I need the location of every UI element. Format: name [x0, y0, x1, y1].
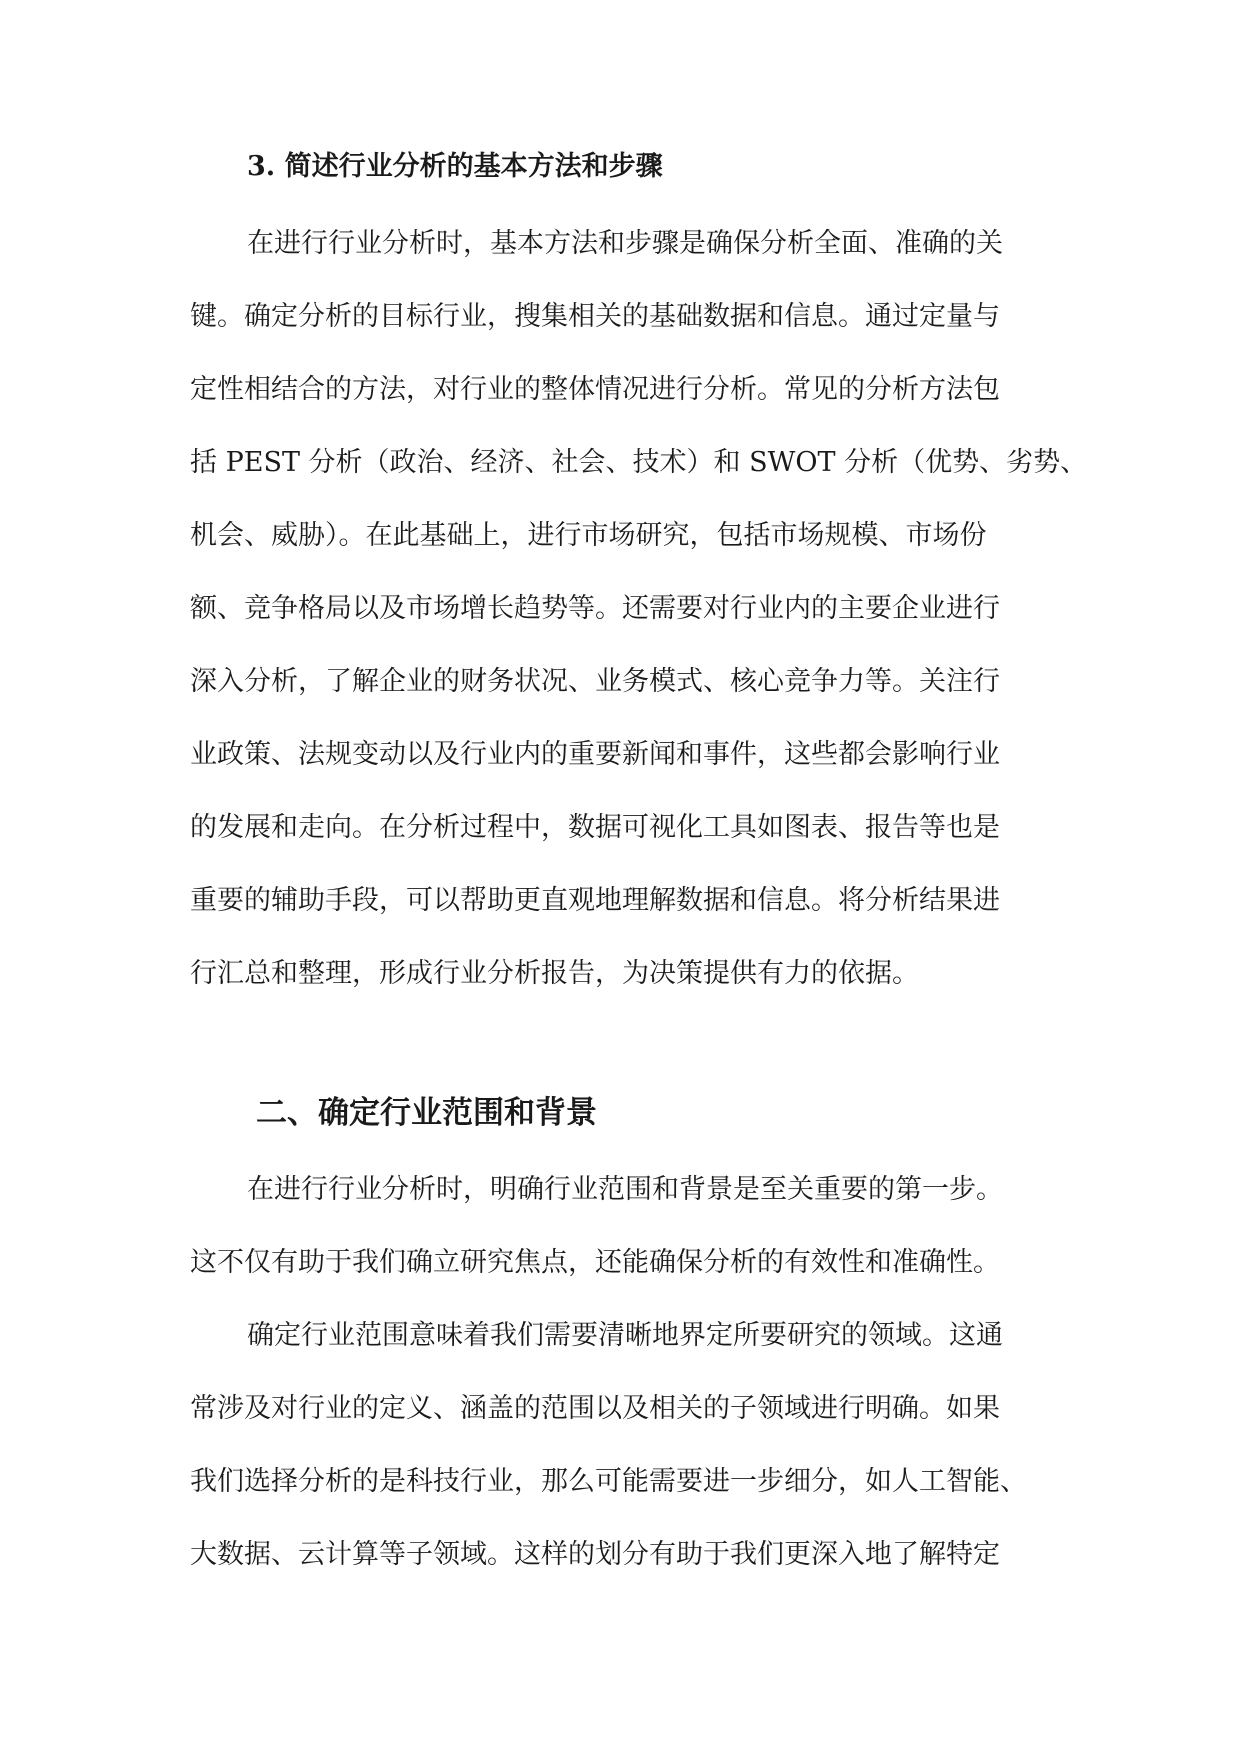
subheading-methods-steps: 3. 简述行业分析的基本方法和步骤 [247, 151, 663, 182]
paragraph-line: 深入分析，了解企业的财务状况、业务模式、核心竞争力等。关注行 [190, 666, 1000, 697]
paragraph-line: 在进行行业分析时，基本方法和步骤是确保分析全面、准确的关 [247, 228, 1003, 259]
paragraph-line: 括 PEST 分析（政治、经济、社会、技术）和 SWOT 分析（优势、劣势、 [190, 447, 1088, 478]
paragraph-line: 确定行业范围意味着我们需要清晰地界定所要研究的领域。这通 [247, 1320, 1003, 1351]
paragraph-line: 常涉及对行业的定义、涵盖的范围以及相关的子领域进行明确。如果 [190, 1393, 1000, 1424]
paragraph-line: 的发展和走向。在分析过程中，数据可视化工具如图表、报告等也是 [190, 812, 1000, 843]
paragraph-line: 额、竞争格局以及市场增长趋势等。还需要对行业内的主要企业进行 [190, 593, 1000, 624]
paragraph-line: 在进行行业分析时，明确行业范围和背景是至关重要的第一步。 [247, 1174, 1003, 1205]
paragraph-line: 行汇总和整理，形成行业分析报告，为决策提供有力的依据。 [190, 958, 919, 989]
paragraph-line: 业政策、法规变动以及行业内的重要新闻和事件，这些都会影响行业 [190, 739, 1000, 770]
paragraph-line: 我们选择分析的是科技行业，那么可能需要进一步细分，如人工智能、 [190, 1466, 1027, 1497]
section-heading-scope-background: 二、确定行业范围和背景 [256, 1095, 597, 1131]
paragraph-line: 这不仅有助于我们确立研究焦点，还能确保分析的有效性和准确性。 [190, 1247, 1000, 1278]
paragraph-line: 定性相结合的方法，对行业的整体情况进行分析。常见的分析方法包 [190, 374, 1000, 405]
paragraph-line: 大数据、云计算等子领域。这样的划分有助于我们更深入地了解特定 [190, 1539, 1000, 1570]
paragraph-line: 机会、威胁）。在此基础上，进行市场研究，包括市场规模、市场份 [190, 520, 987, 551]
paragraph-line: 键。确定分析的目标行业，搜集相关的基础数据和信息。通过定量与 [190, 301, 1000, 332]
paragraph-line: 重要的辅助手段，可以帮助更直观地理解数据和信息。将分析结果进 [190, 885, 1000, 916]
